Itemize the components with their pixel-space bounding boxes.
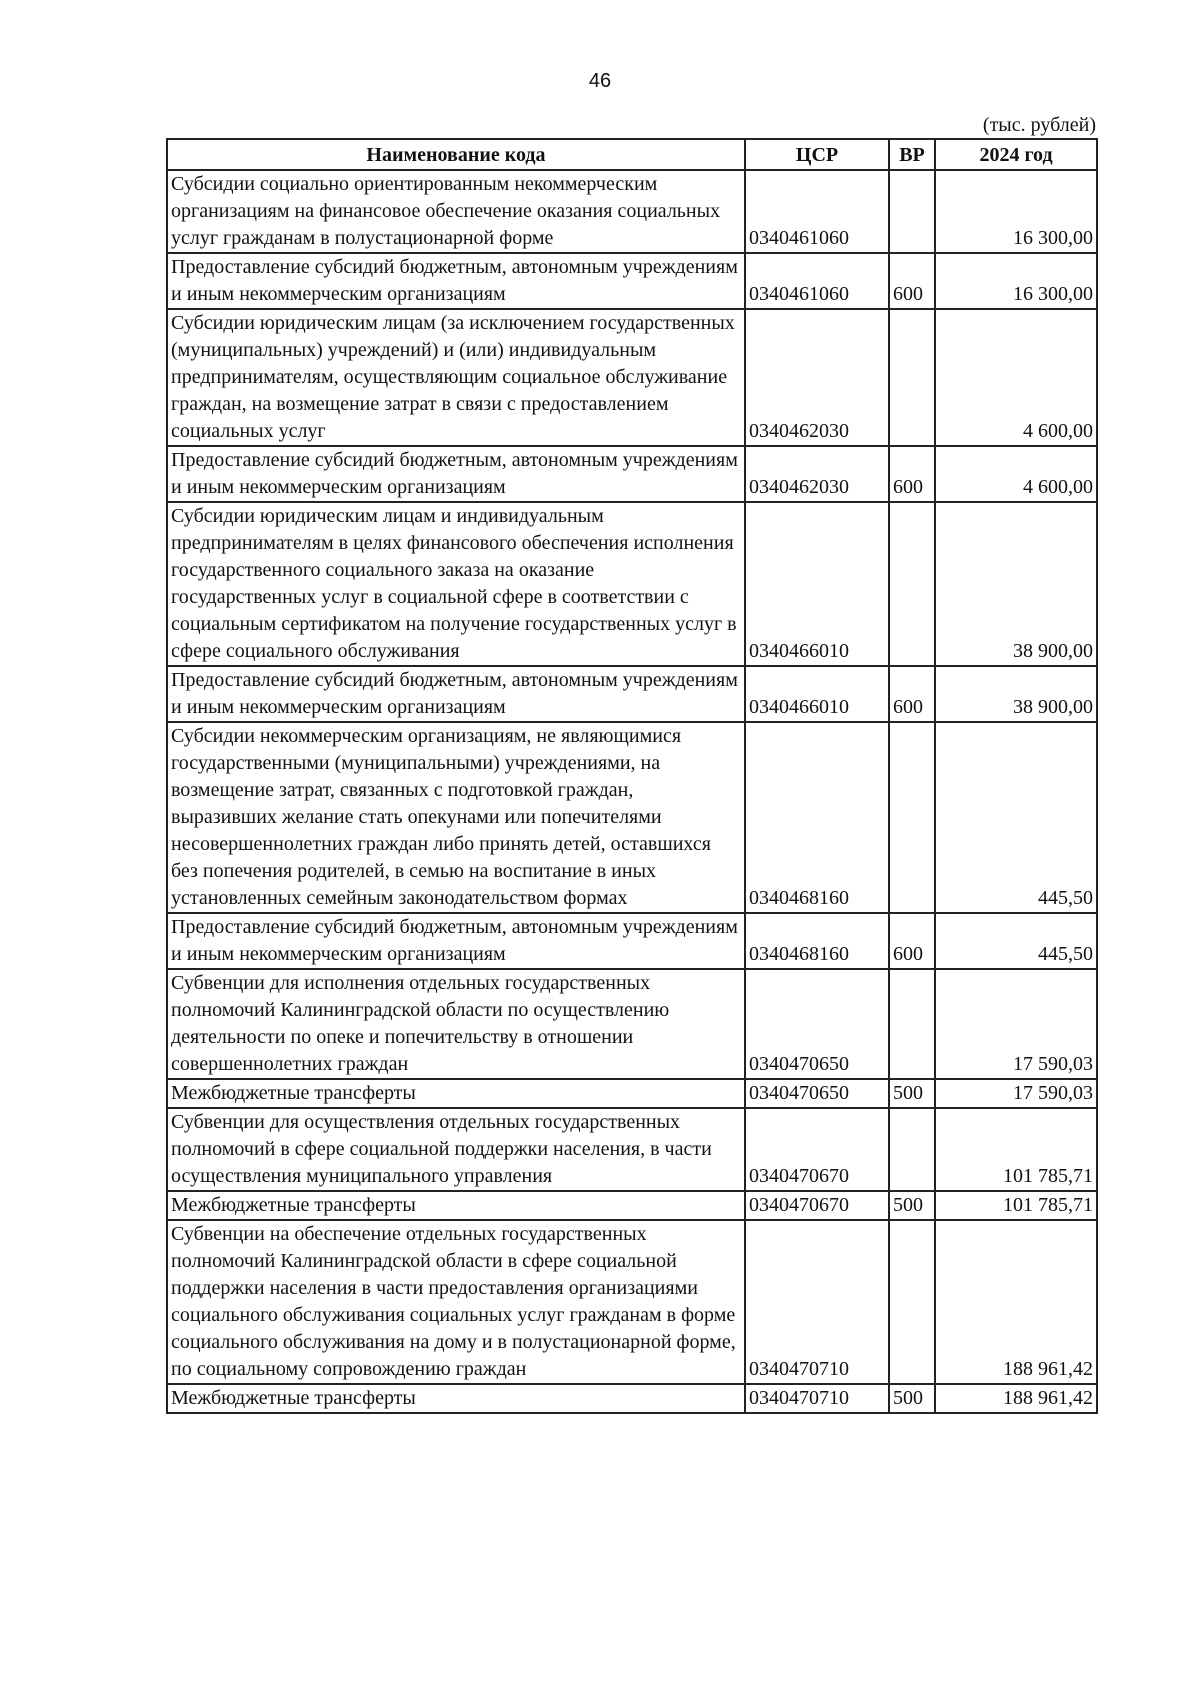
row-sum: 38 900,00 <box>935 666 1097 722</box>
row-name: Предоставление субсидий бюджетным, автономным учреждениям и иным некоммерческим организациям <box>167 446 745 502</box>
row-name: Межбюджетные трансферты <box>167 1191 745 1220</box>
header-vr: ВР <box>889 139 935 170</box>
row-vr: 600 <box>889 913 935 969</box>
row-vr <box>889 1220 935 1384</box>
table-row <box>167 309 1097 446</box>
row-sum: 4 600,00 <box>935 309 1097 446</box>
row-name: Субвенции для осуществления отдельных государственных полномочий в сфере социальной поддержки населения, в части осуществления муниципального управления <box>167 1108 745 1191</box>
row-name: Субсидии юридическим лицам и индивидуальным предпринимателям в целях финансового обеспечения исполнения государственного социального заказа на оказание государственных услуг в социальной сфере в соответствии с социальным сертификатом на получение государственных услуг в сфере социального обслуживания <box>167 502 745 666</box>
row-vr: 500 <box>889 1384 935 1413</box>
row-csr: 0340470650 <box>745 969 889 1079</box>
row-sum: 445,50 <box>935 913 1097 969</box>
row-vr <box>889 722 935 913</box>
row-vr: 600 <box>889 253 935 309</box>
row-vr <box>889 309 935 446</box>
table-row <box>167 1108 1097 1191</box>
header-name: Наименование кода <box>167 139 745 170</box>
row-vr: 500 <box>889 1191 935 1220</box>
header-year: 2024 год <box>935 139 1097 170</box>
row-name: Субвенции для исполнения отдельных государственных полномочий Калининградской области по осуществлению деятельности по опеке и попечительству в отношении совершеннолетних граждан <box>167 969 745 1079</box>
row-name: Межбюджетные трансферты <box>167 1079 745 1108</box>
row-csr: 0340461060 <box>745 170 889 253</box>
row-vr: 500 <box>889 1079 935 1108</box>
table-row <box>167 1220 1097 1384</box>
row-sum: 188 961,42 <box>935 1384 1097 1413</box>
table-row <box>167 666 1097 722</box>
row-vr <box>889 502 935 666</box>
row-csr: 0340466010 <box>745 502 889 666</box>
units-label: (тыс. рублей) <box>982 114 1096 136</box>
row-csr: 0340466010 <box>745 666 889 722</box>
row-name: Субсидии юридическим лицам (за исключением государственных (муниципальных) учреждений) и (или) индивидуальным предпринимателям, осуществляющим социальное обслуживание граждан, на возмещение затрат в связи с предоставлением социальных услуг <box>167 309 745 446</box>
row-sum: 445,50 <box>935 722 1097 913</box>
row-csr: 0340462030 <box>745 446 889 502</box>
table-row <box>167 722 1097 913</box>
table-row <box>167 170 1097 253</box>
row-name: Межбюджетные трансферты <box>167 1384 745 1413</box>
row-vr <box>889 1108 935 1191</box>
table-row <box>167 1191 1097 1220</box>
table-row <box>167 969 1097 1079</box>
row-vr <box>889 969 935 1079</box>
table-row <box>167 1384 1097 1413</box>
row-name: Предоставление субсидий бюджетным, автономным учреждениям и иным некоммерческим организациям <box>167 913 745 969</box>
row-sum: 17 590,03 <box>935 969 1097 1079</box>
table-row <box>167 446 1097 502</box>
row-csr: 0340470710 <box>745 1384 889 1413</box>
row-vr: 600 <box>889 446 935 502</box>
row-csr: 0340470670 <box>745 1108 889 1191</box>
row-name: Предоставление субсидий бюджетным, автономным учреждениям и иным некоммерческим организациям <box>167 666 745 722</box>
table-row <box>167 1079 1097 1108</box>
row-csr: 0340470650 <box>745 1079 889 1108</box>
row-sum: 16 300,00 <box>935 170 1097 253</box>
row-vr: 600 <box>889 666 935 722</box>
table-row <box>167 253 1097 309</box>
header-csr: ЦСР <box>745 139 889 170</box>
table-row <box>167 502 1097 666</box>
row-sum: 101 785,71 <box>935 1108 1097 1191</box>
row-sum: 4 600,00 <box>935 446 1097 502</box>
table-row <box>167 913 1097 969</box>
row-vr <box>889 170 935 253</box>
row-csr: 0340470670 <box>745 1191 889 1220</box>
row-name: Субсидии социально ориентированным некоммерческим организациям на финансовое обеспечение оказания социальных услуг гражданам в полустационарной форме <box>167 170 745 253</box>
row-name: Субвенции на обеспечение отдельных государственных полномочий Калининградской области в сфере социальной поддержки населения в части предоставления организациями социального обслуживания социальных услуг гражданам в форме социального обслуживания на дому и в полустационарной форме, по социальному сопровождению граждан <box>167 1220 745 1384</box>
row-sum: 101 785,71 <box>935 1191 1097 1220</box>
row-sum: 38 900,00 <box>935 502 1097 666</box>
budget-table <box>166 138 1098 1414</box>
row-csr: 0340470710 <box>745 1220 889 1384</box>
row-name: Предоставление субсидий бюджетным, автономным учреждениям и иным некоммерческим организациям <box>167 253 745 309</box>
row-sum: 188 961,42 <box>935 1220 1097 1384</box>
row-csr: 0340468160 <box>745 722 889 913</box>
row-sum: 16 300,00 <box>935 253 1097 309</box>
page-number: 46 <box>588 70 612 92</box>
row-name: Субсидии некоммерческим организациям, не являющимися государственными (муниципальными) учреждениями, на возмещение затрат, связанных с подготовкой граждан, выразивших желание стать опекунами или попечителями несовершеннолетних граждан либо принять детей, оставшихся без попечения родителей, в семью на воспитание в иных установленных семейным законодательством формах <box>167 722 745 913</box>
row-sum: 17 590,03 <box>935 1079 1097 1108</box>
row-csr: 0340468160 <box>745 913 889 969</box>
table-header-row <box>167 139 1097 170</box>
row-csr: 0340462030 <box>745 309 889 446</box>
row-csr: 0340461060 <box>745 253 889 309</box>
